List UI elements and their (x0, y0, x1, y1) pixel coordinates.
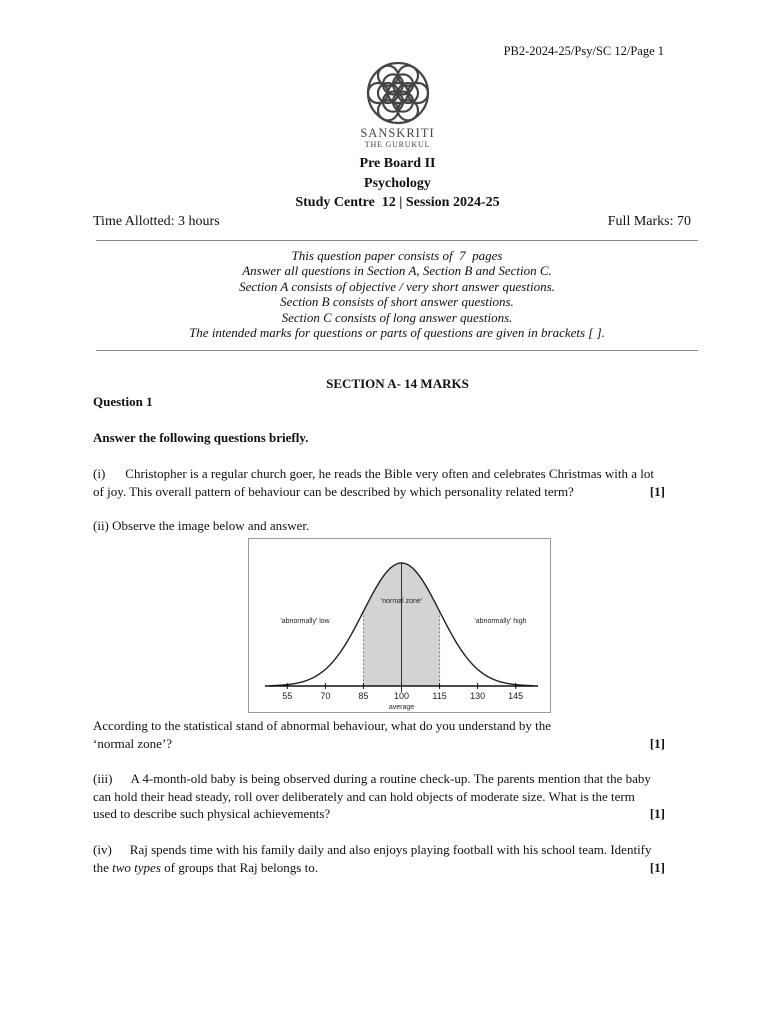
question-text: the (93, 859, 113, 875)
marks-badge: [1] (649, 735, 665, 751)
marks-badge: [1] (649, 483, 665, 499)
question-number: (i) (93, 466, 106, 481)
question-text: ‘normal zone’? (93, 735, 173, 751)
normal-distribution-figure (248, 538, 551, 713)
x-tick-label: 55 (282, 691, 293, 701)
instruction-line: The intended marks for questions or parts of questions are given in brackets [ ]. (189, 325, 605, 341)
time-allotted: Time Allotted: 3 hours (93, 214, 220, 229)
x-tick-label: 145 (508, 691, 524, 701)
question-iv (93, 841, 700, 876)
marks-badge: [1] (649, 859, 665, 875)
full-marks: Full Marks: 70 (607, 214, 691, 229)
annotation-label: 'normal zone' (380, 598, 423, 605)
x-tick-label: 70 (320, 691, 331, 701)
page-reference: PB2-2024-25/Psy/SC 12/Page 1 (503, 44, 664, 58)
instruction-line: Answer all questions in Section A, Section B and Section C. (242, 263, 552, 279)
question-text: Christopher is a regular church goer, he reads the Bible very often and celebrates Christmas with a lot (125, 466, 654, 481)
question-text: can hold their head steady, roll over deliberately and can hold objects of moderate size. What is the term (93, 788, 635, 804)
question-text: used to describe such physical achievements? (93, 806, 331, 821)
instruction-line: This question paper consists of 7 pages (291, 248, 503, 263)
question-text: A 4-month-old baby is being observed during a routine check-up. The parents mention that the baby (130, 771, 651, 786)
meta-row (93, 214, 691, 230)
question-text-emphasis: two types (112, 859, 161, 875)
divider-bottom (96, 350, 698, 351)
question-label: Question 1 (93, 394, 153, 409)
question-ii-intro: (ii) Observe the image below and answer. (93, 518, 310, 533)
instruction-line: Section B consists of short answer questions. (280, 294, 514, 310)
x-tick-label: 100 (393, 691, 410, 701)
question-text: of joy. This overall pattern of behaviour can be described by which personality related term? (93, 483, 574, 499)
x-axis-label: average (388, 704, 415, 711)
instruction-line: Section A consists of objective / very short answer questions. (239, 278, 555, 294)
instruction-line: Section C consists of long answer questions. (281, 309, 513, 325)
centre-session: Study Centre 12 | Session 2024-25 (295, 195, 500, 210)
instructions-block (96, 248, 698, 340)
marks-badge: [1] (649, 806, 665, 821)
question-text: of groups that Raj belongs to. (160, 859, 318, 875)
annotation-label: 'abnormally' low (280, 618, 330, 625)
question-number: (iv) (93, 842, 112, 857)
question-text: According to the statistical stand of abnormal behaviour, what do you understand by the (93, 718, 551, 733)
question-iii (93, 770, 700, 823)
question-i (93, 465, 700, 500)
x-tick-label: 85 (358, 691, 369, 701)
x-tick-label: 115 (432, 691, 447, 701)
divider-top (96, 240, 698, 241)
bell-curve-chart (249, 539, 550, 712)
question-number: (iii) (93, 771, 113, 786)
flower-of-life-icon (356, 62, 440, 126)
annotation-label: 'abnormally' high (474, 618, 527, 625)
brand-subtitle: THE GURUKUL (364, 140, 431, 149)
question-ii (93, 717, 700, 752)
x-tick-label: 130 (470, 691, 486, 701)
subject-title: Psychology (364, 176, 431, 191)
section-heading: SECTION A- 14 MARKS (326, 376, 469, 391)
question-directive: Answer the following questions briefly. (93, 430, 309, 445)
exam-title: Pre Board II (359, 156, 436, 171)
brand-name: SANSKRITI (360, 126, 435, 140)
question-text: Raj spends time with his family daily and also enjoys playing football with his school team. Identify (129, 842, 652, 857)
